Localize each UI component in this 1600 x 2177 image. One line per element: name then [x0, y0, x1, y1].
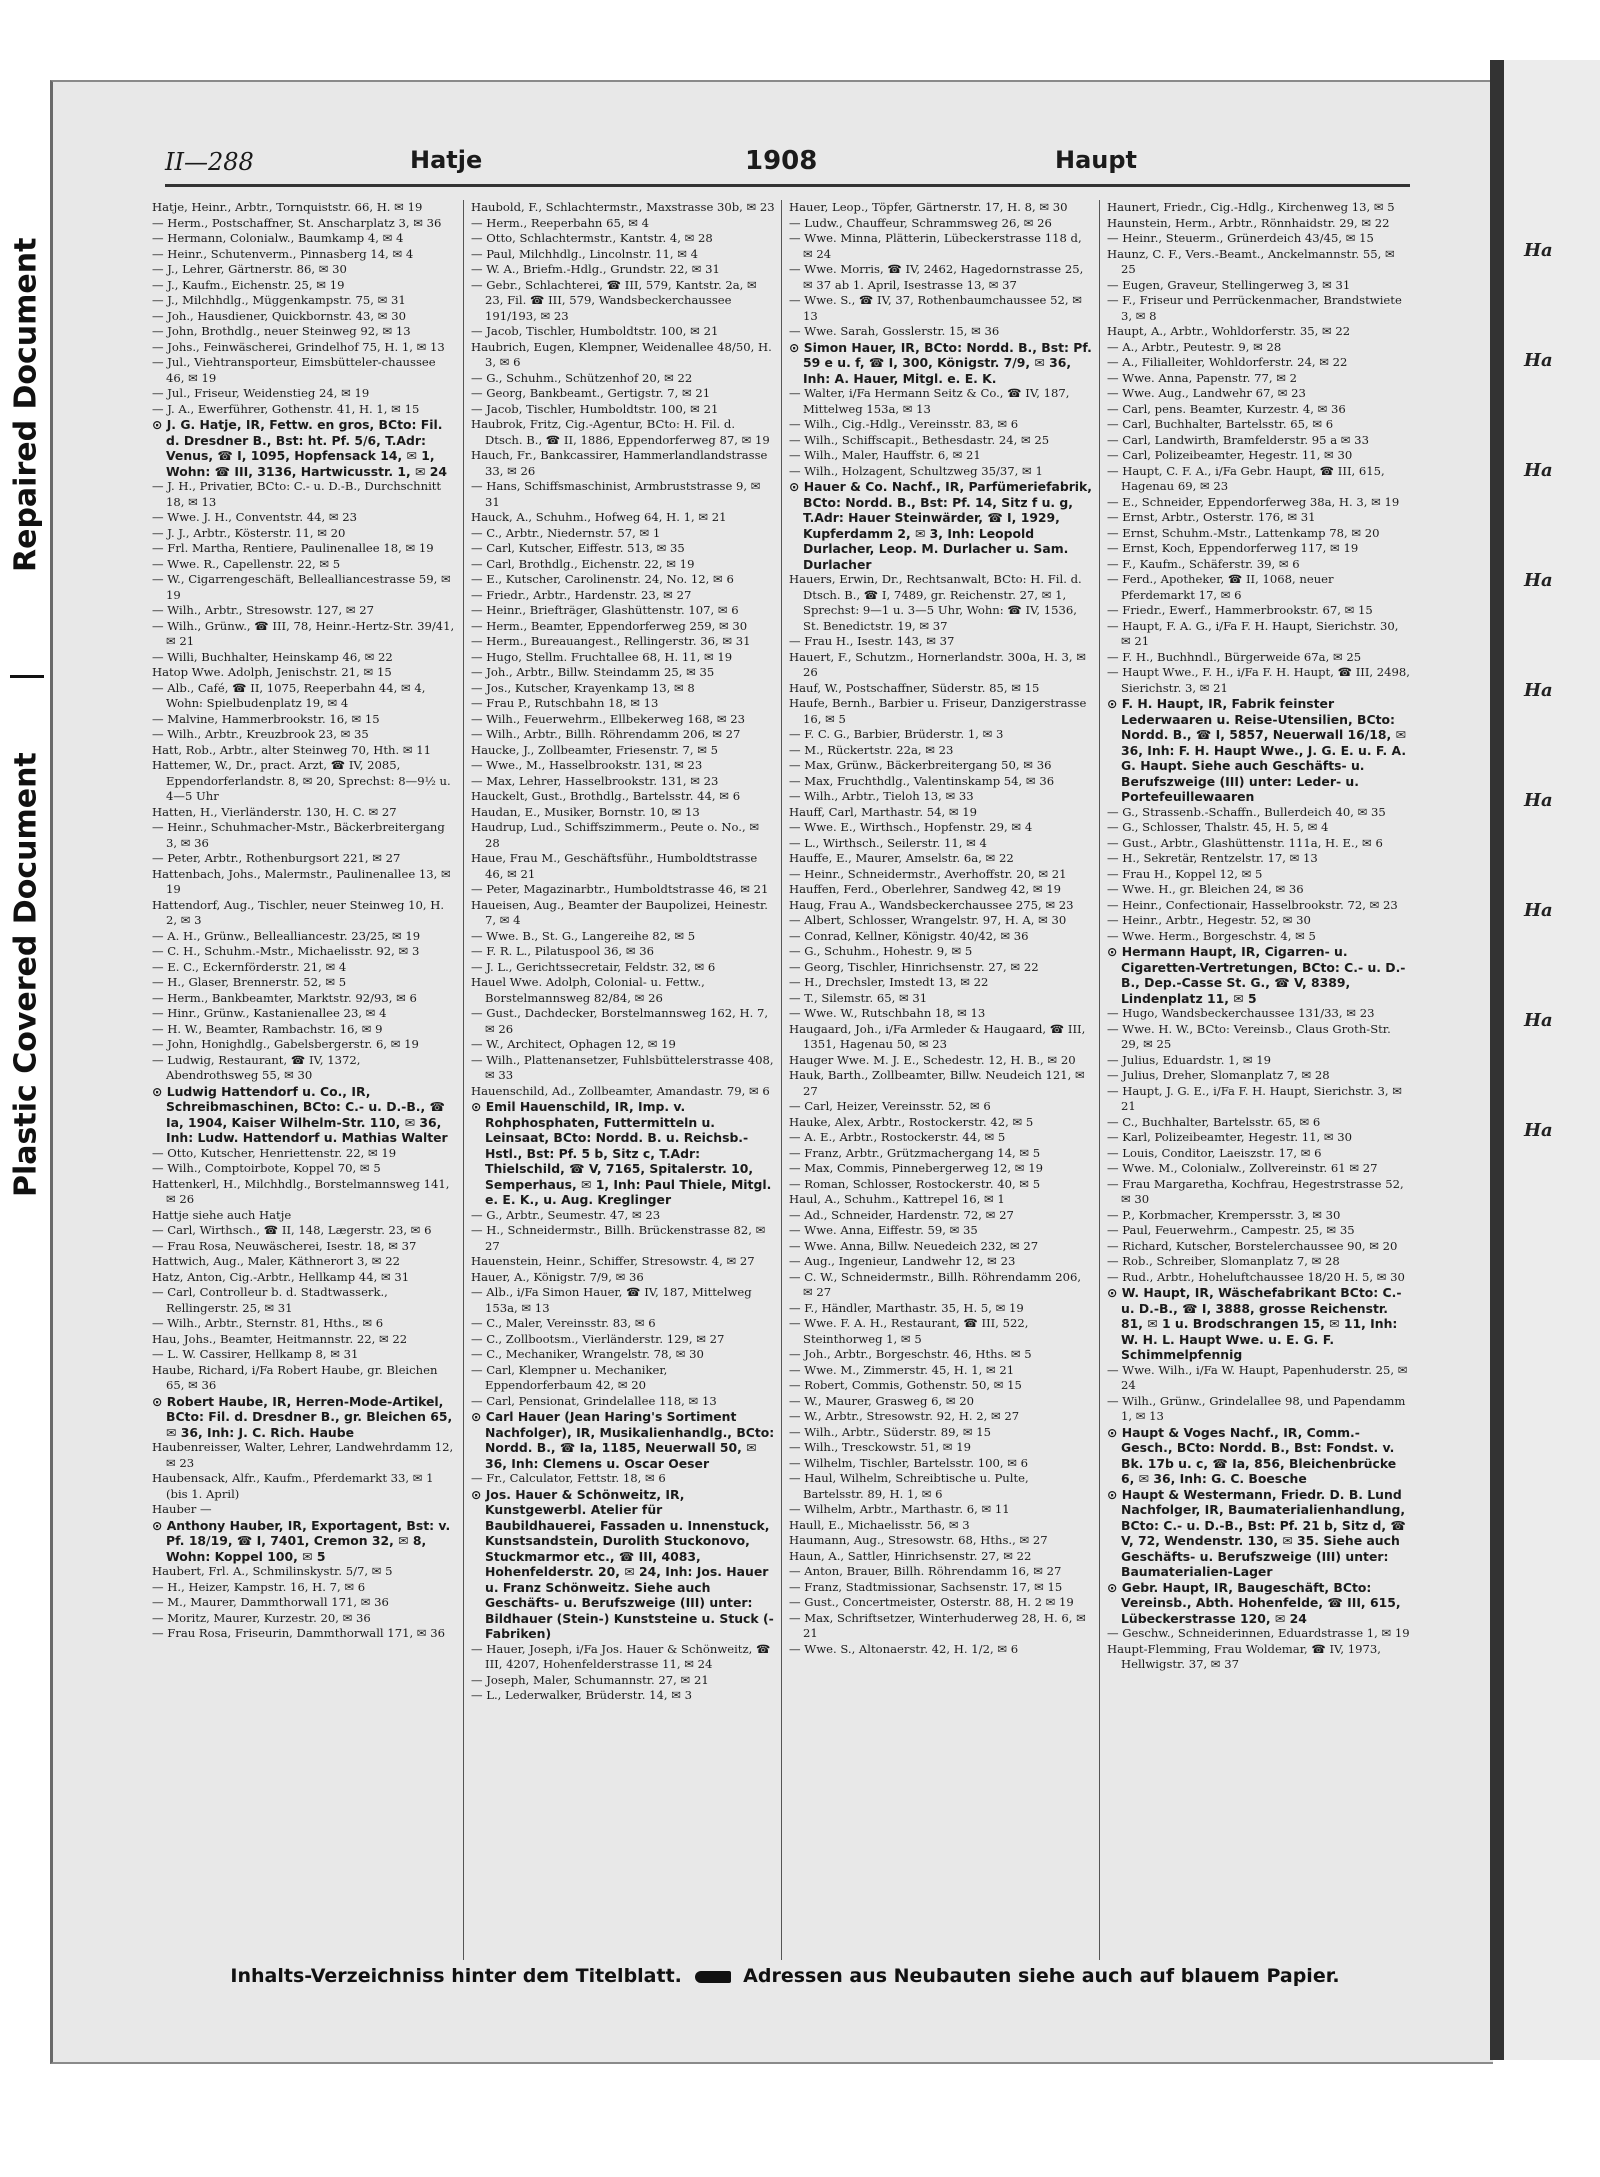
- directory-entry: — Anton, Brauer, Billh. Röhrendamm 16, ✉ 27: [789, 1564, 1062, 1578]
- directory-entry: — W., Maurer, Grasweg 6, ✉ 20: [789, 1393, 974, 1408]
- directory-entry: — Aug., Ingenieur, Landwehr 12, ✉ 23: [789, 1254, 1016, 1268]
- directory-entry: Haufe, Bernh., Barbier u. Friseur, Danzigerstrasse 16, ✉ 5: [789, 696, 1087, 726]
- directory-entry: Haueisen, Aug., Beamter der Baupolizei, Heinestr. 7, ✉ 4: [471, 897, 768, 927]
- directory-entry: — G., Strassenb.-Schaffn., Bullerdeich 40, ✉ 35: [1107, 804, 1386, 819]
- directory-entry: Haubold, F., Schlachtermstr., Maxstrasse 30b, ✉ 23: [471, 200, 775, 214]
- directory-entry: Haupt-Flemming, Frau Woldemar, ☎ IV, 1973, Hellwigstr. 37, ✉ 37: [1107, 1641, 1381, 1671]
- directory-entry: — Carl, Controlleur b. d. Stadtwasserk., Rellingerstr. 25, ✉ 31: [152, 1285, 388, 1315]
- directory-entry: — W., Arbtr., Stresowstr. 92, H. 2, ✉ 27: [789, 1409, 1020, 1423]
- directory-entry: — Haul, Wilhelm, Schreibtische u. Pulte, Bartelsstr. 89, H. 1, ✉ 6: [789, 1471, 1029, 1501]
- directory-entry: — Hinr., Grünw., Kastanienallee 23, ✉ 4: [152, 1006, 387, 1020]
- directory-entry: — Frl. Martha, Rentiere, Paulinenallee 18, ✉ 19: [152, 541, 434, 555]
- directory-entry: Hattenbach, Johs., Malermstr., Paulinenallee 13, ✉ 19: [152, 866, 451, 896]
- directory-entry: — Gust., Arbtr., Glashüttenstr. 111a, H. E., ✉ 6: [1107, 835, 1383, 850]
- adjacent-page-word: Ha: [1524, 240, 1553, 261]
- directory-entry: — Heinr., Schutenverm., Pinnasberg 14, ✉ 4: [152, 246, 414, 261]
- directory-entry: Haumann, Aug., Stresowstr. 68, Hths., ✉ 27: [789, 1533, 1048, 1547]
- directory-entry: — Wwe. W., Rutschbahn 18, ✉ 13: [789, 1006, 986, 1020]
- directory-entry: — W., Cigarrengeschäft, Bellealliancestrasse 59, ✉ 19: [152, 572, 451, 602]
- directory-entry: — W., Architect, Ophagen 12, ✉ 19: [471, 1037, 676, 1051]
- directory-entry: — P., Korbmacher, Krempersstr. 3, ✉ 30: [1107, 1207, 1341, 1222]
- directory-entry: — Wwe. Anna, Billw. Neuedeich 232, ✉ 27: [789, 1238, 1039, 1253]
- directory-entry: — Max, Commis, Pinnebergerweg 12, ✉ 19: [789, 1161, 1043, 1175]
- adjacent-page-word: Ha: [1524, 1010, 1553, 1031]
- directory-entry: — Carl, Wirthsch., ☎ II, 148, Lægerstr. 23, ✉ 6: [152, 1223, 432, 1237]
- directory-entry: — Frau Margaretha, Kochfrau, Hegestrstrasse 52, ✉ 30: [1107, 1176, 1404, 1206]
- adjacent-page-word: Ha: [1524, 680, 1553, 701]
- directory-entry: — Wilh., Arbtr., Süderstr. 89, ✉ 15: [789, 1424, 992, 1439]
- directory-entry: Haubenreisser, Walter, Lehrer, Landwehrdamm 12, ✉ 23: [152, 1440, 454, 1470]
- directory-entry: — C. W., Schneidermstr., Billh. Röhrendamm 206, ✉ 27: [789, 1269, 1082, 1299]
- directory-entry: — Otto, Schlachtermstr., Kantstr. 4, ✉ 28: [471, 231, 713, 245]
- directory-entry: — Wilhelm, Tischler, Bartelsstr. 100, ✉ 6: [789, 1455, 1029, 1470]
- directory-entry: Haun, A., Sattler, Hinrichsenstr. 27, ✉ 22: [789, 1548, 1032, 1563]
- directory-entry: — Wwe. Wilh., i/Fa W. Haupt, Papenhuderstr. 25, ✉ 24: [1107, 1362, 1408, 1392]
- directory-entry: ⊙ Carl Hauer (Jean Haring's Sortiment Nachfolger), IR, Musikalienhandlg., BCto: Nordd. B., ☎ Ia, 1185, Neuerwall 50, ✉ 36, Inh: Clemens u. Oscar Oeser: [471, 1409, 775, 1471]
- directory-entry: — L., Wirthsch., Seilerstr. 11, ✉ 4: [789, 835, 987, 850]
- directory-entry: — Wwe. Minna, Plätterin, Lübeckerstrasse 118 d, ✉ 24: [789, 231, 1082, 261]
- directory-entry: ⊙ F. H. Haupt, IR, Fabrik feinster Lederwaaren u. Reise-Utensilien, BCto: Nordd. B., ☎ I, 5857, Neuerwall 16/18, ✉ 36, Inh: F. H. Haupt Wwe., J. G. E. u. F. A. G. Haupt. Siehe auch Geschäfts- u. Berufszweige (III) unter: Leder- u. Portefeuillewaaren: [1107, 696, 1407, 804]
- directory-entry: ⊙ Anthony Hauber, IR, Exportagent, Bst: v. Pf. 18/19, ☎ I, 7401, Cremon 32, ✉ 8, Wohn: Koppel 100, ✉ 5: [152, 1517, 451, 1564]
- directory-entry: — Wilh., Schiffscapit., Bethesdastr. 24, ✉ 25: [789, 432, 1050, 447]
- directory-entry: — L. W. Cassirer, Hellkamp 8, ✉ 31: [152, 1347, 359, 1361]
- directory-entry: — F. R. L., Pilatuspool 36, ✉ 36: [471, 944, 654, 958]
- directory-entry: — C., Buchhalter, Bartelsstr. 65, ✉ 6: [1107, 1114, 1321, 1129]
- directory-entry: — E., Kutscher, Carolinenstr. 24, No. 12, ✉ 6: [471, 572, 734, 586]
- directory-entry: Haugaard, Joh., i/Fa Armleder & Haugaard, ☎ III, 1351, Hagenau 50, ✉ 23: [789, 1021, 1086, 1051]
- directory-entry: — Ludwig, Restaurant, ☎ IV, 1372, Abendrothsweg 55, ✉ 30: [152, 1052, 361, 1082]
- page-footer: [160, 1965, 1410, 1987]
- header-keyword-left: Hatje: [410, 146, 483, 174]
- directory-entry: — Heinr., Schneidermstr., Averhoffstr. 20, ✉ 21: [789, 866, 1067, 881]
- directory-entry: — Wilh., Plattenansetzer, Fuhlsbüttelerstrasse 408, ✉ 33: [471, 1052, 774, 1082]
- directory-entry: — Frau Rosa, Friseurin, Dammthorwall 171, ✉ 36: [152, 1626, 445, 1640]
- directory-entry: — Heinr., Schuhmacher-Mstr., Bäckerbreitergang 3, ✉ 36: [152, 820, 445, 850]
- directory-entry: ⊙ Robert Haube, IR, Herren-Mode-Artikel, BCto: Fil. d. Dresdner B., gr. Bleichen 65, ✉ 36, Inh: J. C. Rich. Haube: [152, 1393, 453, 1440]
- directory-entry: ⊙ J. G. Hatje, IR, Fettw. en gros, BCto: Fil. d. Dresdner B., Bst: ht. Pf. 5/6, T.Adr: Venus, ☎ I, 1095, Hopfensack 14, ✉ 1, Wohn: ☎ III, 3136, Hartwicusstr. 1, ✉ 24: [152, 417, 447, 479]
- directory-entry: Hattendorf, Aug., Tischler, neuer Steinweg 10, H. 2, ✉ 3: [152, 897, 445, 927]
- directory-entry: — Wilh., Maler, Hauffstr. 6, ✉ 21: [789, 448, 981, 462]
- directory-entry: Haue, Frau M., Geschäftsführ., Humboldtstrasse 46, ✉ 21: [471, 851, 758, 881]
- directory-entry: — Frau H., Koppel 12, ✉ 5: [1107, 866, 1263, 881]
- directory-entry: — Geschw., Schneiderinnen, Eduardstrasse 1, ✉ 19: [1107, 1626, 1410, 1640]
- directory-entry: Haubert, Frl. A., Schmilinskystr. 5/7, ✉ 5: [152, 1564, 393, 1578]
- directory-entry: — Haupt, C. F. A., i/Fa Gebr. Haupt, ☎ III, 615, Hagenau 69, ✉ 23: [1107, 463, 1385, 493]
- directory-entry: — Heinr., Arbtr., Hegestr. 52, ✉ 30: [1107, 913, 1311, 927]
- directory-entry: — Rob., Schreiber, Slomanplatz 7, ✉ 28: [1107, 1254, 1340, 1268]
- column-1: [145, 200, 461, 1960]
- directory-entry: — E. C., Eckernförderstr. 21, ✉ 4: [152, 959, 347, 974]
- directory-entry: — Wwe. F. A. H., Restaurant, ☎ III, 522, Steinthorweg 1, ✉ 5: [789, 1316, 1029, 1346]
- directory-entry: ⊙ Haupt & Voges Nachf., IR, Comm.-Gesch., BCto: Nordd. B., Bst: Fondst. v. Bk. 17b u. c, ☎ Ia, 856, Bleichenbrücke 6, ✉ 36, Inh: G. C. Boesche: [1107, 1424, 1397, 1486]
- directory-entry: — Frau Rosa, Neuwäscherei, Isestr. 18, ✉ 37: [152, 1238, 417, 1253]
- directory-entry: — J., Kaufm., Eichenstr. 25, ✉ 19: [152, 277, 345, 292]
- directory-entry: — Paul, Feuerwehrm., Campestr. 25, ✉ 35: [1107, 1223, 1355, 1237]
- directory-entry: — Wwe. Morris, ☎ IV, 2462, Hagedornstrasse 25, ✉ 37 ab 1. April, Isestrasse 13, ✉ 37: [789, 262, 1084, 292]
- header-year: 1908: [745, 146, 818, 176]
- directory-entry: — Carl, pens. Beamter, Kurzestr. 4, ✉ 36: [1107, 401, 1346, 416]
- directory-entry: — Rud., Arbtr., Hoheluftchaussee 18/20 H. 5, ✉ 30: [1107, 1269, 1405, 1284]
- directory-entry: — Haupt, J. G. E., i/Fa F. H. Haupt, Sierichstr. 3, ✉ 21: [1107, 1083, 1403, 1113]
- directory-entry: — Heinr., Confectionair, Hasselbrookstr. 72, ✉ 23: [1107, 897, 1398, 912]
- directory-entry: — John, Honighdlg., Gabelsbergerstr. 6, ✉ 19: [152, 1037, 419, 1051]
- directory-entry: — Wwe. M., Colonialw., Zollvereinstr. 61 ✉ 27: [1107, 1161, 1378, 1175]
- directory-entry: Hattwich, Aug., Maler, Käthnerort 3, ✉ 22: [152, 1254, 400, 1268]
- directory-entry: — L., Lederwalker, Brüderstr. 14, ✉ 3: [471, 1688, 692, 1702]
- directory-entry: Hatten, H., Vierländerstr. 130, H. C. ✉ 27: [152, 804, 397, 819]
- adjacent-page-word: Ha: [1524, 790, 1553, 811]
- directory-entry: — Julius, Eduardstr. 1, ✉ 19: [1107, 1052, 1271, 1067]
- directory-entry: — Hermann, Colonialw., Baumkamp 4, ✉ 4: [152, 231, 404, 245]
- directory-entry: — Ferd., Apotheker, ☎ II, 1068, neuer Pferdemarkt 17, ✉ 6: [1107, 572, 1334, 602]
- header-keyword-right: Haupt: [1055, 146, 1138, 174]
- directory-entry: — Carl, Polizeibeamter, Hegestr. 11, ✉ 30: [1107, 448, 1353, 462]
- directory-entry: Hauff, Carl, Marthastr. 54, ✉ 19: [789, 804, 977, 819]
- column-2: [463, 200, 780, 1960]
- directory-entry: — John, Brothdlg., neuer Steinweg 92, ✉ 13: [152, 324, 411, 338]
- directory-entry: — Joseph, Maler, Schumannstr. 27, ✉ 21: [471, 1672, 709, 1687]
- directory-entry: Hatje, Heinr., Arbtr., Tornquiststr. 66, H. ✉ 19: [152, 200, 423, 214]
- directory-entry: — Jacob, Tischler, Humboldtstr. 100, ✉ 21: [471, 324, 719, 338]
- directory-entry: Haubrok, Fritz, Cig.-Agentur, BCto: H. Fil. d. Dtsch. B., ☎ II, 1886, Eppendorferweg 87, ✉ 19: [471, 417, 770, 447]
- directory-entry: — E., Schneider, Eppendorferweg 38a, H. 3, ✉ 19: [1107, 494, 1400, 509]
- directory-entry: — Fr., Calculator, Fettstr. 18, ✉ 6: [471, 1471, 666, 1485]
- directory-entry: — Hauer, Joseph, i/Fa Jos. Hauer & Schönweitz, ☎ III, 4207, Hohenfelderstrasse 11, ✉ 24: [471, 1641, 771, 1671]
- directory-entry: ⊙ Hauer & Co. Nachf., IR, Parfümeriefabrik, BCto: Nordd. B., Bst: Pf. 14, Sitz f u. g, T.Adr: Hauer Steinwärder, ☎ I, 1929, Kupferdamm 2, ✉ 3, Inh: Leopold Durlacher, Leop. M. Durlacher u. Sam. Durlacher: [789, 479, 1092, 572]
- directory-entry: — Gust., Concertmeister, Osterstr. 88, H. 2 ✉ 19: [789, 1595, 1074, 1609]
- book-gutter: [1490, 60, 1504, 2060]
- directory-entry: Haupt, A., Arbtr., Wohldorferstr. 35, ✉ 22: [1107, 324, 1351, 338]
- directory-entry: — Georg, Bankbeamt., Gertigstr. 7, ✉ 21: [471, 386, 711, 400]
- directory-entry: — Johs., Feinwäscherei, Grindelhof 75, H. 1, ✉ 13: [152, 339, 445, 354]
- directory-entry: — W. A., Briefm.-Hdlg., Grundstr. 22, ✉ 31: [471, 262, 720, 276]
- directory-entry: — G., Schuhm., Schützenhof 20, ✉ 22: [471, 370, 693, 385]
- directory-entry: — Ernst, Schuhm.-Mstr., Lattenkamp 78, ✉ 20: [1107, 525, 1380, 540]
- directory-columns: [145, 200, 1415, 1960]
- directory-entry: — Carl, Klempner u. Mechaniker, Eppendorferbaum 42, ✉ 20: [471, 1362, 668, 1392]
- directory-entry: ⊙ Ludwig Hattendorf u. Co., IR, Schreibmaschinen, BCto: C.- u. D.-B., ☎ Ia, 1904, Kaiser Wilhelm-Str. 110, ✉ 36, Inh: Ludw. Hattendorf u. Mathias Walter: [152, 1083, 448, 1145]
- directory-entry: — Frau H., Isestr. 143, ✉ 37: [789, 634, 955, 648]
- directory-entry: — Jul., Viehtransporteur, Eimsbütteler-chaussee 46, ✉ 19: [152, 355, 436, 385]
- directory-entry: — Willi, Buchhalter, Heinskamp 46, ✉ 22: [152, 649, 393, 664]
- directory-entry: Hatop Wwe. Adolph, Jenischstr. 21, ✉ 15: [152, 665, 392, 679]
- directory-entry: — Franz, Stadtmissionar, Sachsenstr. 17, ✉ 15: [789, 1579, 1063, 1594]
- directory-entry: — Joh., Arbtr., Billw. Steindamm 25, ✉ 35: [471, 665, 715, 679]
- directory-entry: Hauffen, Ferd., Oberlehrer, Sandweg 42, ✉ 19: [789, 882, 1062, 896]
- page-number: II—288: [165, 148, 254, 176]
- directory-entry: — Max, Grünw., Bäckerbreitergang 50, ✉ 36: [789, 758, 1052, 772]
- footer-neubauten-note: Adressen aus Neubauten siehe auch auf blauem Papier.: [743, 1965, 1340, 1987]
- directory-entry: — Herm., Postschaffner, St. Anscharplatz 3, ✉ 36: [152, 215, 442, 230]
- directory-entry: Hauch, Fr., Bankcassirer, Hammerlandlandstrasse 33, ✉ 26: [471, 448, 768, 478]
- directory-entry: — Carl, Landwirth, Bramfelderstr. 95 a ✉ 33: [1107, 432, 1369, 447]
- directory-entry: — Wilh., Grünw., ☎ III, 78, Heinr.-Hertz-Str. 39/41, ✉ 21: [152, 618, 455, 648]
- pointing-hand-icon: [695, 1971, 731, 1983]
- directory-entry: — Heinr., Briefträger, Glashüttenstr. 107, ✉ 6: [471, 603, 739, 617]
- directory-entry: — Haupt, F. A. G., i/Fa F. H. Haupt, Sierichstr. 30, ✉ 21: [1107, 618, 1399, 648]
- footer-index-note: Inhalts-Verzeichniss hinter dem Titelblatt.: [230, 1965, 682, 1987]
- directory-entry: — Louis, Conditor, Laeiszstr. 17, ✉ 6: [1107, 1145, 1322, 1160]
- adjacent-page-word: Ha: [1524, 460, 1553, 481]
- directory-entry: Haunstein, Herm., Arbtr., Rönnhaidstr. 29, ✉ 22: [1107, 215, 1390, 230]
- directory-entry: — Jul., Friseur, Weidenstieg 24, ✉ 19: [152, 386, 370, 400]
- directory-entry: ⊙ W. Haupt, IR, Wäschefabrikant BCto: C.- u. D.-B., ☎ I, 3888, grosse Reichenstr. 81, ✉ 1 u. Brodschrangen 15, ✉ 11, Inh: W. H. L. Haupt Wwe. u. E. G. F. Schimmelpfennig: [1107, 1285, 1402, 1362]
- directory-entry: — Jacob, Tischler, Humboldtstr. 100, ✉ 21: [471, 401, 719, 416]
- directory-entry: Hauckelt, Gust., Brothdlg., Bartelsstr. 44, ✉ 6: [471, 789, 741, 803]
- directory-entry: — Wwe. Anna, Eiffestr. 59, ✉ 35: [789, 1223, 978, 1237]
- directory-entry: — F., Händler, Marthastr. 35, H. 5, ✉ 19: [789, 1300, 1024, 1315]
- directory-entry: — Peter, Magazinarbtr., Humboldtstrasse 46, ✉ 21: [471, 882, 769, 896]
- directory-entry: — G., Schuhm., Hohestr. 9, ✉ 5: [789, 944, 973, 958]
- directory-entry: Haug, Frau A., Wandsbeckerchaussee 275, ✉ 23: [789, 897, 1074, 912]
- directory-entry: — C., Zollbootsm., Vierländerstr. 129, ✉ 27: [471, 1331, 725, 1346]
- directory-entry: Haubrich, Eugen, Klempner, Weidenallee 48/50, H. 3, ✉ 6: [471, 339, 772, 369]
- directory-entry: — Moritz, Maurer, Kurzestr. 20, ✉ 36: [152, 1610, 371, 1625]
- directory-entry: — F. C. G., Barbier, Brüderstr. 1, ✉ 3: [789, 727, 1004, 741]
- directory-entry: Hau, Johs., Beamter, Heitmannstr. 22, ✉ 22: [152, 1331, 408, 1346]
- directory-entry: — Carl, Brothdlg., Eichenstr. 22, ✉ 19: [471, 556, 695, 571]
- directory-entry: Hauers, Erwin, Dr., Rechtsanwalt, BCto: H. Fil. d. Dtsch. B., ☎ I, 7489, gr. Reichenstr. 27, ✉ 1, Sprechst: 9—1 u. 3—5 Uhr, Wohn: ☎ IV, 1536, St. Benedictstr. 19, ✉ 37: [789, 572, 1082, 633]
- directory-entry: — Carl, Pensionat, Grindelallee 118, ✉ 13: [471, 1393, 717, 1408]
- directory-entry: — Wwe. J. H., Conventstr. 44, ✉ 23: [152, 510, 358, 524]
- directory-entry: — Ernst, Arbtr., Osterstr. 176, ✉ 31: [1107, 510, 1316, 524]
- directory-entry: — C. H., Schuhm.-Mstr., Michaelisstr. 92, ✉ 3: [152, 944, 420, 958]
- directory-entry: — Karl, Polizeibeamter, Hegestr. 11, ✉ 30: [1107, 1130, 1353, 1144]
- directory-entry: — Peter, Arbtr., Rothenburgsort 221, ✉ 27: [152, 851, 401, 865]
- directory-entry: — Eugen, Graveur, Stellingerweg 3, ✉ 31: [1107, 277, 1351, 292]
- directory-entry: — Wwe. Anna, Papenstr. 77, ✉ 2: [1107, 370, 1298, 385]
- adjacent-page-word: Ha: [1524, 900, 1553, 921]
- directory-entry: — Max, Schriftsetzer, Winterhuderweg 28, H. 6, ✉ 21: [789, 1610, 1086, 1640]
- directory-entry: — Wilh., Tresckowstr. 51, ✉ 19: [789, 1440, 971, 1454]
- adjacent-page-word: Ha: [1524, 1120, 1553, 1141]
- side-label-divider: [10, 675, 44, 678]
- directory-entry: — Carl, Heizer, Vereinsstr. 52, ✉ 6: [789, 1099, 991, 1113]
- directory-entry: Hattenkerl, H., Milchhdlg., Borstelmannsweg 141, ✉ 26: [152, 1176, 450, 1206]
- directory-entry: — C., Arbtr., Niedernstr. 57, ✉ 1: [471, 525, 661, 540]
- directory-entry: — Wilh., Cig.-Hdlg., Vereinsstr. 83, ✉ 6: [789, 417, 1019, 431]
- directory-entry: — Joh., Arbtr., Borgeschstr. 46, Hths. ✉ 5: [789, 1347, 1032, 1361]
- directory-entry: — Heinr., Steuerm., Grünerdeich 43/45, ✉ 15: [1107, 231, 1374, 245]
- directory-entry: — F., Kaufm., Schäferstr. 39, ✉ 6: [1107, 556, 1300, 571]
- directory-entry: — Roman, Schlosser, Rostockerstr. 40, ✉ 5: [789, 1176, 1041, 1191]
- directory-entry: — Wwe. S., Altonaerstr. 42, H. 1/2, ✉ 6: [789, 1641, 1019, 1656]
- directory-entry: — Friedr., Arbtr., Hardenstr. 23, ✉ 27: [471, 587, 692, 602]
- directory-entry: Haunert, Friedr., Cig.-Hdlg., Kirchenweg 13, ✉ 5: [1107, 200, 1395, 214]
- directory-entry: — Wilh., Holzagent, Schultzweg 35/37, ✉ 1: [789, 463, 1043, 478]
- directory-entry: Hauenstein, Heinr., Schiffer, Stresowstr. 4, ✉ 27: [471, 1254, 755, 1268]
- directory-entry: — Walter, i/Fa Hermann Seitz & Co., ☎ IV, 187, Mittelweg 153a, ✉ 13: [789, 386, 1070, 416]
- directory-entry: — Gust., Dachdecker, Borstelmannsweg 162, H. 7, ✉ 26: [471, 1006, 769, 1036]
- directory-entry: — J., Milchhdlg., Müggenkampstr. 75, ✉ 31: [152, 293, 406, 307]
- directory-entry: Hauck, A., Schuhm., Hofweg 64, H. 1, ✉ 21: [471, 510, 727, 524]
- directory-entry: — Herm., Beamter, Eppendorferweg 259, ✉ 30: [471, 618, 748, 633]
- directory-entry: — Hugo, Stellm. Fruchtallee 68, H. 11, ✉ 19: [471, 649, 733, 664]
- directory-entry: — Alb., i/Fa Simon Hauer, ☎ IV, 187, Mittelweg 153a, ✉ 13: [471, 1285, 752, 1315]
- adjacent-page: [1504, 60, 1600, 2060]
- directory-entry: — Haupt Wwe., F. H., i/Fa F. H. Haupt, ☎ III, 2498, Sierichstr. 3, ✉ 21: [1107, 665, 1410, 695]
- directory-entry: — H., Sekretär, Rentzelstr. 17, ✉ 13: [1107, 851, 1318, 865]
- column-3: [781, 200, 1098, 1960]
- directory-entry: — J. H., Privatier, BCto: C.- u. D.-B., Durchschnitt 18, ✉ 13: [152, 479, 442, 509]
- directory-entry: — Hugo, Wandsbeckerchaussee 131/33, ✉ 23: [1107, 1006, 1375, 1020]
- directory-entry: Haunz, C. F., Vers.-Beamt., Anckelmannstr. 55, ✉ 25: [1107, 246, 1395, 276]
- directory-entry: — Wwe., M., Hasselbrookstr. 131, ✉ 23: [471, 758, 703, 772]
- directory-entry: ⊙ Emil Hauenschild, IR, Imp. v. Rohphosphaten, Futtermitteln u. Leinsaat, BCto: Nordd. B. u. Reichsb.-Hstl., Bst: Pf. 5 b, Sitz c, T.Adr: Thielschild, ☎ V, 7165, Spitalerstr. 10, Semperhaus, ✉ 1, Inh: Paul Thiele, Mitgl. e. E. K., u. Aug. Kreglinger: [471, 1099, 772, 1207]
- directory-entry: — J., Lehrer, Gärtnerstr. 86, ✉ 30: [152, 262, 347, 276]
- directory-entry: — M., Rückertstr. 22a, ✉ 23: [789, 742, 954, 757]
- directory-entry: — Max, Fruchthdlg., Valentinskamp 54, ✉ 36: [789, 773, 1055, 788]
- directory-entry: — A. H., Grünw., Bellealliancestr. 23/25, ✉ 19: [152, 928, 421, 943]
- directory-entry: — Wilh., Arbtr., Stresowstr. 127, ✉ 27: [152, 603, 375, 617]
- directory-entry: Hauk, Barth., Zollbeamter, Billw. Neudeich 121, ✉ 27: [789, 1068, 1085, 1098]
- directory-entry: — Paul, Milchhdlg., Lincolnstr. 11, ✉ 4: [471, 246, 699, 261]
- directory-entry: Hattje siehe auch Hatje: [152, 1207, 292, 1222]
- directory-entry: Haucke, J., Zollbeamter, Friesenstr. 7, ✉ 5: [471, 742, 719, 757]
- directory-entry: — Ludw., Chauffeur, Schrammsweg 26, ✉ 26: [789, 215, 1052, 230]
- directory-entry: — Wwe. B., St. G., Langereihe 82, ✉ 5: [471, 928, 696, 943]
- directory-entry: Haudrup, Lud., Schiffszimmerm., Peute o. No., ✉ 28: [471, 820, 760, 850]
- directory-entry: ⊙ Haupt & Westermann, Friedr. D. B. Lund Nachfolger, IR, Baumaterialienhandlung, BCto: C.- u. D.-B., Bst: Pf. 21 b, Sitz d, ☎ V, 72, Wendenstr. 130, ✉ 35. Siehe auch Geschäfts- u. Berufszweige (III) unter: Baumaterialien-Lager: [1107, 1486, 1406, 1579]
- side-label-repaired: Repaired Document: [8, 237, 44, 573]
- directory-entry: Hatz, Anton, Cig.-Arbtr., Hellkamp 44, ✉ 31: [152, 1269, 410, 1284]
- directory-entry: Hauel Wwe. Adolph, Colonial- u. Fettw., Borstelmannsweg 82/84, ✉ 26: [471, 975, 705, 1005]
- directory-entry: — Wwe. Herm., Borgeschstr. 4, ✉ 5: [1107, 928, 1316, 943]
- directory-entry: Haull, E., Michaelisstr. 56, ✉ 3: [789, 1517, 970, 1532]
- side-label-plastic: Plastic Covered Document: [8, 752, 44, 1198]
- directory-entry: — F., Friseur und Perrückenmacher, Brandstwiete 3, ✉ 8: [1107, 293, 1402, 323]
- directory-entry: — Albert, Schlosser, Wrangelstr. 97, H. A, ✉ 30: [789, 913, 1067, 927]
- directory-entry: — J. A., Ewerführer, Gothenstr. 41, H. 1, ✉ 15: [152, 401, 420, 416]
- directory-entry: — J. J., Arbtr., Kösterstr. 11, ✉ 20: [152, 525, 346, 540]
- directory-entry: — H., Heizer, Kampstr. 16, H. 7, ✉ 6: [152, 1579, 366, 1594]
- directory-entry: — Ad., Schneider, Hardenstr. 72, ✉ 27: [789, 1207, 1014, 1222]
- directory-entry: — Conrad, Kellner, Königstr. 40/42, ✉ 36: [789, 928, 1029, 943]
- page-header: [165, 140, 1410, 187]
- directory-entry: — Wwe. Aug., Landwehr 67, ✉ 23: [1107, 386, 1306, 400]
- directory-entry: Hauger Wwe. M. J. E., Schedestr. 12, H. B., ✉ 20: [789, 1052, 1076, 1067]
- directory-entry: — Wilhelm, Arbtr., Marthastr. 6, ✉ 11: [789, 1502, 1010, 1516]
- directory-entry: — Wwe. H. W., BCto: Vereinsb., Claus Groth-Str. 29, ✉ 25: [1107, 1021, 1391, 1051]
- directory-entry: — Ernst, Koch, Eppendorferweg 117, ✉ 19: [1107, 541, 1359, 555]
- directory-entry: Hatt, Rob., Arbtr., alter Steinweg 70, Hth. ✉ 11: [152, 742, 431, 757]
- directory-entry: — G., Arbtr., Seumestr. 47, ✉ 23: [471, 1207, 661, 1222]
- directory-entry: — H., Drechsler, Imstedt 13, ✉ 22: [789, 975, 989, 989]
- directory-entry: ⊙ Simon Hauer, IR, BCto: Nordd. B., Bst: Pf. 59 e u. f, ☎ I, 300, Königstr. 7/9, ✉ 36, Inh: A. Hauer, Mitgl. e. E. K.: [789, 339, 1092, 386]
- directory-entry: — Otto, Kutscher, Henriettenstr. 22, ✉ 19: [152, 1145, 397, 1160]
- column-4: [1099, 200, 1416, 1960]
- directory-entry: — Georg, Tischler, Hinrichsenstr. 27, ✉ 22: [789, 959, 1039, 974]
- directory-entry: — Wilh., Arbtr., Tieloh 13, ✉ 33: [789, 789, 974, 803]
- directory-entry: — Wilh., Grünw., Grindelallee 98, und Papendamm 1, ✉ 13: [1107, 1393, 1406, 1423]
- directory-entry: — Wwe. M., Zimmerstr. 45, H. 1, ✉ 21: [789, 1362, 1015, 1377]
- directory-entry: Hauf, W., Postschaffner, Süderstr. 85, ✉ 15: [789, 680, 1040, 695]
- directory-entry: — Herm., Bankbeamter, Marktstr. 92/93, ✉ 6: [152, 990, 417, 1005]
- directory-entry: — Alb., Café, ☎ II, 1075, Reeperbahn 44, ✉ 4, Wohn: Spielbudenplatz 19, ✉ 4: [152, 680, 426, 710]
- directory-entry: — Wwe. H., gr. Bleichen 24, ✉ 36: [1107, 882, 1304, 896]
- directory-entry: — Carl, Buchhalter, Bartelsstr. 65, ✉ 6: [1107, 417, 1334, 431]
- directory-entry: — H. W., Beamter, Rambachstr. 16, ✉ 9: [152, 1021, 383, 1036]
- directory-entry: — Wwe. S., ☎ IV, 37, Rothenbaumchaussee 52, ✉ 13: [789, 293, 1082, 323]
- directory-entry: — T., Silemstr. 65, ✉ 31: [789, 990, 928, 1005]
- directory-entry: — H., Glaser, Brennerstr. 52, ✉ 5: [152, 975, 347, 989]
- directory-entry: ⊙ Hermann Haupt, IR, Cigarren- u. Cigaretten-Vertretungen, BCto: C.- u. D.-B., Dep.-Casse St. G., ☎ V, 8389, Lindenplatz 11, ✉ 5: [1107, 944, 1406, 1006]
- directory-entry: Haube, Richard, i/Fa Robert Haube, gr. Bleichen 65, ✉ 36: [152, 1362, 438, 1392]
- directory-entry: — Wilh., Feuerwehrm., Ellbekerweg 168, ✉ 23: [471, 711, 746, 726]
- directory-entry: — Herm., Bureauangest., Rellingerstr. 36, ✉ 31: [471, 634, 751, 648]
- directory-entry: — A., Arbtr., Peutestr. 9, ✉ 28: [1107, 339, 1282, 354]
- directory-entry: — Wilh., Arbtr., Sternstr. 81, Hths., ✉ 6: [152, 1316, 384, 1330]
- directory-entry: — H., Schneidermstr., Billh. Brückenstrasse 82, ✉ 27: [471, 1223, 766, 1253]
- directory-entry: — Gebr., Schlachterei, ☎ III, 579, Kantstr. 2a, ✉ 23, Fil. ☎ III, 579, Wandsbeckerchaussee 191/193, ✉ 23: [471, 277, 757, 323]
- directory-entry: — Max, Lehrer, Hasselbrookstr. 131, ✉ 23: [471, 773, 719, 788]
- directory-entry: — Richard, Kutscher, Borstelerchaussee 90, ✉ 20: [1107, 1238, 1398, 1253]
- directory-entry: Hauber —: [152, 1502, 212, 1516]
- directory-entry: — Hans, Schiffsmaschinist, Armbruststrasse 9, ✉ 31: [471, 479, 761, 509]
- directory-entry: — Malvine, Hammerbrookstr. 16, ✉ 15: [152, 711, 380, 726]
- directory-entry: — Wwe. E., Wirthsch., Hopfenstr. 29, ✉ 4: [789, 820, 1033, 834]
- directory-entry: Hauffe, E., Maurer, Amselstr. 6a, ✉ 22: [789, 851, 1014, 865]
- directory-entry: — Herm., Reeperbahn 65, ✉ 4: [471, 215, 649, 230]
- directory-entry: — M., Maurer, Dammthorwall 171, ✉ 36: [152, 1595, 389, 1609]
- directory-entry: — Franz, Arbtr., Grützmachergang 14, ✉ 5: [789, 1145, 1041, 1160]
- directory-entry: Hauert, F., Schutzm., Hornerlandstr. 300a, H. 3, ✉ 26: [789, 649, 1087, 679]
- directory-entry: Hauenschild, Ad., Zollbeamter, Amandastr. 79, ✉ 6: [471, 1083, 770, 1098]
- directory-entry: — G., Schlosser, Thalstr. 45, H. 5, ✉ 4: [1107, 820, 1329, 834]
- directory-entry: — Julius, Dreher, Slomanplatz 7, ✉ 28: [1107, 1068, 1330, 1082]
- directory-entry: — Robert, Commis, Gothenstr. 50, ✉ 15: [789, 1378, 1022, 1392]
- directory-entry: — Friedr., Ewerf., Hammerbrookstr. 67, ✉ 15: [1107, 603, 1373, 617]
- directory-entry: Hauke, Alex, Arbtr., Rostockerstr. 42, ✉ 5: [789, 1114, 1034, 1129]
- directory-entry: Hattemer, W., Dr., pract. Arzt, ☎ IV, 2085, Eppendorferlandstr. 8, ✉ 20, Sprechst: 8—9½ u. 4—5 Uhr: [152, 758, 451, 803]
- directory-entry: — Joh., Hausdiener, Quickbornstr. 43, ✉ 30: [152, 308, 406, 323]
- directory-entry: — J. L., Gerichtssecretair, Feldstr. 32, ✉ 6: [471, 959, 716, 974]
- directory-entry: Hauer, Leop., Töpfer, Gärtnerstr. 17, H. 8, ✉ 30: [789, 200, 1068, 214]
- directory-entry: — Wwe. R., Capellenstr. 22, ✉ 5: [152, 556, 341, 571]
- directory-entry: ⊙ Jos. Hauer & Schönweitz, IR, Kunstgewerbl. Atelier für Baubildhauerei, Fassaden u. Innenstuck, Kunstsandstein, Durolith Stuckonovo, Stuckmarmor etc., ☎ III, 4083, Hohenfelderstr. 20, ✉ 24, Inh: Jos. Hauer u. Franz Schönweitz. Siehe auch Geschäfts- u. Berufszweige (III) unter: Bildhauer (Stein-) Kunststeine u. Stuck (-Fabriken): [471, 1486, 774, 1641]
- directory-entry: Hauer, A., Königstr. 7/9, ✉ 36: [471, 1269, 644, 1284]
- directory-entry: — Wilh., Arbtr., Kreuzbrook 23, ✉ 35: [152, 727, 369, 741]
- directory-entry: — Carl, Kutscher, Eiffestr. 513, ✉ 35: [471, 541, 685, 555]
- directory-entry: Haudan, E., Musiker, Bornstr. 10, ✉ 13: [471, 804, 700, 819]
- directory-entry: ⊙ Gebr. Haupt, IR, Baugeschäft, BCto: Vereinsb., Abth. Hohenfelde, ☎ III, 615, Lübeckerstrasse 120, ✉ 24: [1107, 1579, 1401, 1626]
- directory-entry: — A. E., Arbtr., Rostockerstr. 44, ✉ 5: [789, 1130, 1006, 1144]
- adjacent-page-word: Ha: [1524, 350, 1553, 371]
- directory-entry: — F. H., Buchhndl., Bürgerweide 67a, ✉ 25: [1107, 649, 1362, 664]
- adjacent-page-word: Ha: [1524, 570, 1553, 591]
- directory-entry: — Frau P., Rutschbahn 18, ✉ 13: [471, 696, 659, 710]
- directory-entry: Haubensack, Alfr., Kaufm., Pferdemarkt 33, ✉ 1 (bis 1. April): [152, 1471, 434, 1501]
- directory-entry: — C., Mechaniker, Wrangelstr. 78, ✉ 30: [471, 1347, 704, 1361]
- directory-entry: — Wilh., Arbtr., Billh. Röhrendamm 206, ✉ 27: [471, 727, 741, 741]
- directory-entry: — Wwe. Sarah, Gosslerstr. 15, ✉ 36: [789, 324, 1000, 338]
- directory-entry: — Jos., Kutscher, Krayenkamp 13, ✉ 8: [471, 680, 695, 695]
- directory-entry: — A., Filialleiter, Wohldorferstr. 24, ✉ 22: [1107, 355, 1348, 369]
- directory-entry: — C., Maler, Vereinsstr. 83, ✉ 6: [471, 1316, 656, 1330]
- directory-entry: Haul, A., Schuhm., Kattrepel 16, ✉ 1: [789, 1192, 1005, 1206]
- directory-entry: — Wilh., Comptoirbote, Koppel 70, ✉ 5: [152, 1161, 381, 1175]
